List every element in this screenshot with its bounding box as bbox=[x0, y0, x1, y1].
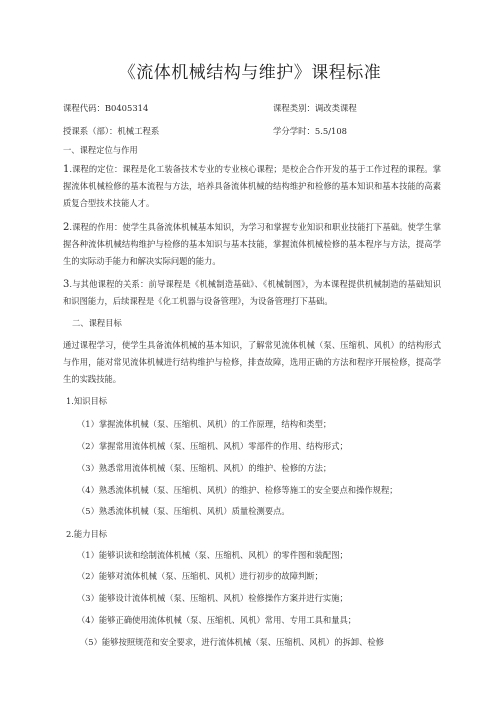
knowledge-item: （4）熟悉流体机械（泵、压缩机、风机）的维护、检修等施工的安全要点和操作规程； bbox=[77, 485, 398, 495]
paragraph-3 bbox=[63, 276, 441, 310]
knowledge-item: （1）掌握流体机械（泵、压缩机、风机）的工作原理，结构和类型； bbox=[77, 419, 332, 429]
ability-item: （5）能够按照规范和安全要求，进行流体机械（泵、压缩机、风机）的拆卸、检修 bbox=[80, 637, 384, 647]
paragraph-2 bbox=[63, 219, 441, 270]
department: 授课系（部）：机械工程系 bbox=[63, 126, 160, 136]
section-2-heading: 二、课程目标 bbox=[72, 318, 122, 328]
paragraph-2-number: 2 bbox=[63, 222, 70, 233]
knowledge-item: （5）熟悉流体机械（泵、压缩机、风机）质量检测要点。 bbox=[77, 506, 290, 516]
paragraph-3-text: .与其他课程的关系：前导课程是《机械制造基础》、《机械制图》，为本课程提供机械制造的基础知识和识图能力，后续课程是《化工机器与设备管理》，为设备管理打下基础。 bbox=[63, 279, 441, 306]
paragraph-4 bbox=[63, 337, 441, 388]
course-type: 课程类别：调改类课程 bbox=[273, 103, 357, 113]
ability-item: （1）能够识读和绘制流体机械（泵、压缩机、风机）的零件图和装配图； bbox=[77, 550, 348, 560]
knowledge-item: （2）掌握常用流体机械（泵、压缩机、风机）零部件的作用、结构形式； bbox=[77, 441, 348, 451]
document-title: 《流体机械结构与维护》课程标准 bbox=[118, 63, 382, 83]
paragraph-1-text: .课程的定位：课程是化工装备技术专业的专业核心课程；是校企合作开发的基于工作过程的课程。掌握流体机械检修的基本流程与方法，培养具备流体机械的结构维护和检修的基本知识和基本技能的高素质复合型技术技能人才。 bbox=[63, 164, 441, 208]
section-1-heading: 一、课程定位与作用 bbox=[63, 145, 138, 155]
paragraph-3-number: 3 bbox=[63, 279, 70, 290]
ability-heading: 2.能力目标 bbox=[66, 529, 108, 539]
paragraph-4-text: 通过课程学习，使学生具备流体机械的基本知识，了解常见流体机械（泵、压缩机、风机）的结构形式与作用，能对常见流体机械进行结构维护与检修，排查故障，选用正确的方法和程序开展检修，提高学生的实践技能。 bbox=[63, 340, 441, 384]
knowledge-item: （3）熟悉常用流体机械（泵、压缩机、风机）的维护、检修的方法； bbox=[77, 463, 332, 473]
knowledge-heading: 1.知识目标 bbox=[66, 396, 108, 406]
paragraph-2-text: .课程的作用：使学生具备流体机械基本知识，为学习和掌握专业知识和职业技能打下基础。使学生掌握各种流体机械结构维护与检修的基本知识与基本技能，掌握流体机械检修的基本程序与方法，提高学生的实际动手能力和解决实际问题的能力。 bbox=[63, 222, 441, 266]
course-code: 课程代码：B0405314 bbox=[63, 103, 149, 113]
paragraph-1-number: 1 bbox=[63, 164, 70, 175]
ability-item: （3）能够设计流体机械（泵、压缩机、风机）检修操作方案并进行实施； bbox=[77, 593, 348, 603]
ability-item: （2）能够对流体机械（泵、压缩机、风机）进行初步的故障判断； bbox=[77, 571, 323, 581]
credits-hours: 学分学时：5.5/108 bbox=[273, 126, 348, 136]
paragraph-1 bbox=[63, 161, 441, 212]
ability-item: （4）能够正确使用流体机械（泵、压缩机、风机）常用、专用工具和量具； bbox=[77, 615, 357, 625]
